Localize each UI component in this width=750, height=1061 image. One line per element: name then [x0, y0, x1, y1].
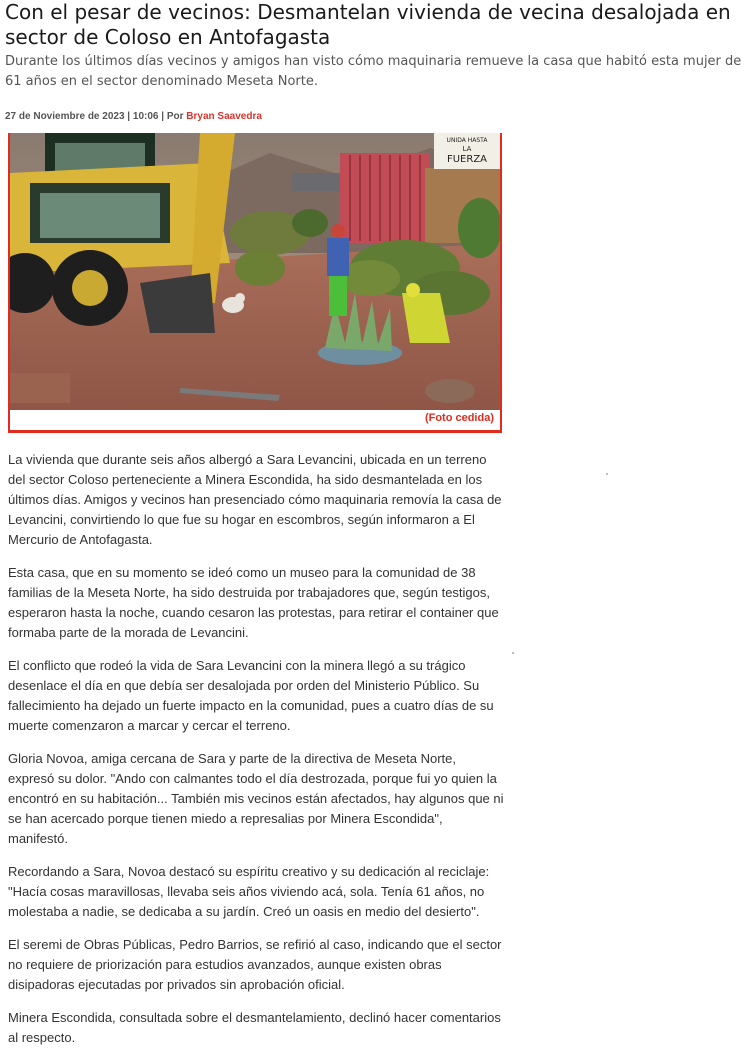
- article-subheadline: Durante los últimos días vecinos y amigos han visto cómo maquinaria remueve la casa que habitó esta mujer de 61 años en el sector denominado Meseta Norte.: [5, 54, 742, 89]
- article-body: [8, 450, 504, 1061]
- stray-mark: [512, 652, 514, 654]
- byline-time: 10:06: [132, 111, 159, 122]
- article-photo: [8, 133, 502, 433]
- author-link[interactable]: Bryan Saavedra: [186, 111, 262, 122]
- article-paragraph: Esta casa, que en su momento se ideó como un museo para la comunidad de 38 familias de la Meseta Norte, ha sido destruida por trabajadores que, según testigos, esperaron hasta la noche, cuando cesaron las protestas, para retirar el container que formaba parte de la morada de Levancini.: [8, 565, 499, 640]
- byline-separator: |: [127, 111, 131, 122]
- article-paragraph: Recordando a Sara, Novoa destacó su espíritu creativo y su dedicación al reciclaje: "Hacía cosas maravillosas, llevaba seis años viviendo acá, sola. Tenía 61 años, no molestaba a nadie, se dedicaba a su jardín. Creó un oasis en medio del desierto".: [8, 864, 490, 919]
- byline-separator: |: [161, 111, 165, 122]
- article-headline: Con el pesar de vecinos: Desmantelan vivienda de vecina desalojada en sector de Coloso en Antofagasta: [5, 0, 731, 49]
- sign-line-1: UNIDA HASTA: [446, 137, 488, 144]
- sign-line-3: FUERZA: [446, 154, 488, 165]
- article-paragraph: Minera Escondida, consultada sobre el desmantelamiento, declinó hacer comentarios al respecto.: [8, 1010, 501, 1045]
- byline-by-label: Por: [166, 111, 184, 122]
- article-byline: [5, 110, 262, 124]
- sign-line-2: LA: [462, 145, 472, 153]
- photo-credit: (Foto cedida): [424, 412, 494, 424]
- photo-illustration: [10, 133, 500, 430]
- article-paragraph: La vivienda que durante seis años albergó a Sara Levancini, ubicada en un terreno del sector Coloso perteneciente a Minera Escondida, ha sido desmantelada en los últimos días. Amigos y vecinos han presenciado cómo maquinaria removía la casa de Levancini, convirtiendo lo que fue su hogar en escombros, según informaron a El Mercurio de Antofagasta.: [8, 452, 502, 547]
- byline-date: 27 de Noviembre de 2023: [5, 111, 125, 122]
- article-paragraph: El conflicto que rodeó la vida de Sara Levancini con la minera llegó a su trágico desenlace el día en que debía ser desalojada por orden del Ministerio Público. Su fallecimiento ha dejado un fuerte impacto en la comunidad, pues a cuatro días de su muerte comenzaron a marcar y cercar el terreno.: [8, 658, 494, 733]
- stray-mark: [606, 473, 608, 475]
- article-paragraph: El seremi de Obras Públicas, Pedro Barrios, se refirió al caso, indicando que el sector no requiere de priorización para estudios avanzados, aunque existen obras disipadoras ejecutadas por privados sin aprobación oficial.: [8, 937, 502, 992]
- article-paragraph: Gloria Novoa, amiga cercana de Sara y parte de la directiva de Meseta Norte, expresó su dolor. "Ando con calmantes todo el día destrozada, porque fui yo quien la encontró en su habitación... También mis vecinos están afectados, hay algunos que ni se han acercado porque tienen miedo a represalias por Minera Escondida", manifestó.: [8, 751, 504, 846]
